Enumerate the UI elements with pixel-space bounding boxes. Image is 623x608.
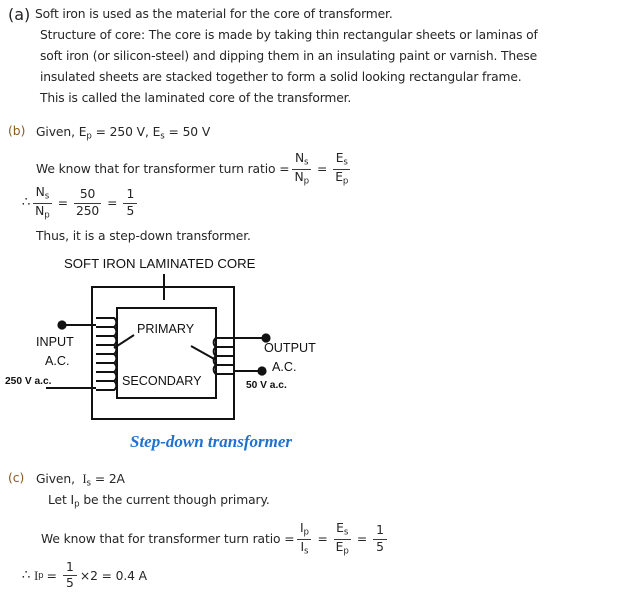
part-b-es-sub: s — [160, 131, 165, 142]
part-a-line-4: insulated sheets are stacked together to form a solid looking rectangular frame. — [40, 70, 522, 84]
part-b-given-line — [36, 124, 210, 144]
part-b-rule-text: We know that for transformer turn ratio = — [36, 162, 290, 177]
part-c-let-text-2: be the current though primary. — [79, 493, 270, 507]
part-a-marker: (a) — [8, 5, 31, 24]
part-b-given-label: Given, — [36, 125, 75, 139]
part-b-es-value: = 50 V — [164, 125, 211, 139]
primary-winding — [96, 318, 116, 390]
part-a-line-3: soft iron (or silicon-steel) and dipping them in an insulating paint or varnish. These — [40, 49, 538, 63]
output-terminal-dot-bottom — [257, 366, 266, 375]
part-c-given-line — [36, 471, 125, 491]
part-b-result-frac-50-250 — [74, 188, 101, 218]
part-c-let-line — [48, 492, 270, 512]
input-value-text: 250 V a.c. — [5, 376, 52, 387]
part-c-frac-5: 5 — [376, 539, 384, 554]
output-label-line1: OUTPUT — [264, 341, 316, 355]
part-c-final-fraction — [63, 561, 77, 591]
part-c-rule-text: We know that for transformer turn ratio = — [41, 532, 295, 547]
part-b-result-line — [22, 186, 140, 220]
part-c-final-num: 1 — [65, 560, 74, 574]
transformer-diagram — [0, 255, 330, 430]
part-c-let-sub: p — [74, 499, 80, 510]
part-c-final-den: 5 — [65, 576, 74, 591]
input-terminal-dot — [57, 320, 66, 329]
output-label-line2: A.C. — [272, 360, 297, 374]
part-c-equals-1: = — [317, 532, 328, 547]
part-a-line-5: This is called the laminated core of the transformer. — [40, 91, 352, 105]
part-c-rule-line — [41, 522, 390, 556]
part-c-fraction-es-ep: $\frac{E_s}{E_p}$ — [335, 521, 349, 557]
part-c-ip-sub: p — [38, 570, 44, 581]
part-b-frac-50: 50 — [79, 187, 96, 202]
part-b-frac-5: 5 — [126, 203, 135, 218]
part-c-let-text-1: Let I — [48, 493, 75, 507]
part-c-frac-1: 1 — [376, 523, 384, 538]
part-b-frac1-den: $N_p$ — [294, 169, 310, 187]
part-b-result-frac-ns-np: $\frac{N_s}{N_p}$ — [35, 185, 50, 221]
output-value-text: 50 V a.c. — [246, 380, 287, 391]
part-c-fraction-ip-is: $\frac{I_p}{I_s}$ — [297, 522, 311, 556]
part-c-is-sub: s — [86, 478, 92, 489]
diagram-caption: Step-down transformer — [130, 432, 292, 451]
input-label-line2: A.C. — [45, 354, 70, 368]
part-b-frac-250: 250 — [75, 203, 100, 218]
part-c-fraction-1-5 — [373, 524, 387, 554]
part-b-frac2-den: $E_p$ — [335, 169, 349, 187]
part-b-therefore: ∴ — [22, 195, 31, 211]
part-b-equals-2: = — [57, 196, 68, 211]
part-b-marker: (b) — [8, 124, 26, 138]
part-b-rule-math — [36, 152, 353, 186]
primary-label-text: PRIMARY — [137, 322, 195, 336]
part-b-frac2-num: $E_s$ — [335, 151, 348, 168]
part-c-ip-symbol: I — [34, 568, 39, 583]
part-b-fraction-es-ep — [333, 152, 350, 186]
part-c-final-equals: = — [46, 568, 57, 583]
input-label-line1: INPUT — [36, 335, 74, 349]
part-b-ep-sub: p — [86, 131, 92, 142]
part-b-frac1-num: $N_s$ — [294, 151, 309, 168]
part-c-equals-2: = — [356, 532, 368, 547]
part-b-result-frac-1-5 — [123, 188, 137, 218]
part-c-given-label: Given, — [36, 472, 75, 486]
part-b-result-math — [22, 186, 140, 220]
part-b-es-symbol: E — [152, 125, 161, 139]
part-c-is-symbol: I — [82, 472, 87, 486]
part-b-frac-1: 1 — [126, 187, 135, 202]
diagram-title-text: SOFT IRON LAMINATED CORE — [64, 256, 256, 271]
part-b-conclusion: Thus, it is a step-down transformer. — [36, 229, 251, 243]
part-a-line-1: Soft iron is used as the material for the core of transformer. — [35, 7, 393, 21]
part-b-equals-3: = — [107, 196, 118, 211]
part-c-is-value: = 2A — [91, 472, 125, 486]
part-b-fraction-ns-np — [292, 152, 311, 186]
part-c-therefore: ∴ — [22, 567, 31, 583]
part-b-rule-line — [36, 152, 353, 186]
part-c-final-tail: ×2 = 0.4 A — [79, 568, 147, 583]
part-a-line-2: Structure of core: The core is made by taking thin rectangular sheets or laminas of — [40, 28, 538, 42]
part-c-final-math — [22, 561, 147, 591]
part-c-rule-math — [41, 522, 390, 556]
secondary-leader-line — [191, 346, 216, 360]
part-b-ep-symbol: E — [78, 125, 87, 139]
part-c-final-line — [22, 561, 147, 591]
part-b-equals-1: = — [317, 162, 328, 177]
secondary-label-text: SECONDARY — [122, 374, 202, 388]
part-b-ep-value: = 250 V, — [91, 125, 149, 139]
part-c-marker: (c) — [8, 471, 25, 485]
